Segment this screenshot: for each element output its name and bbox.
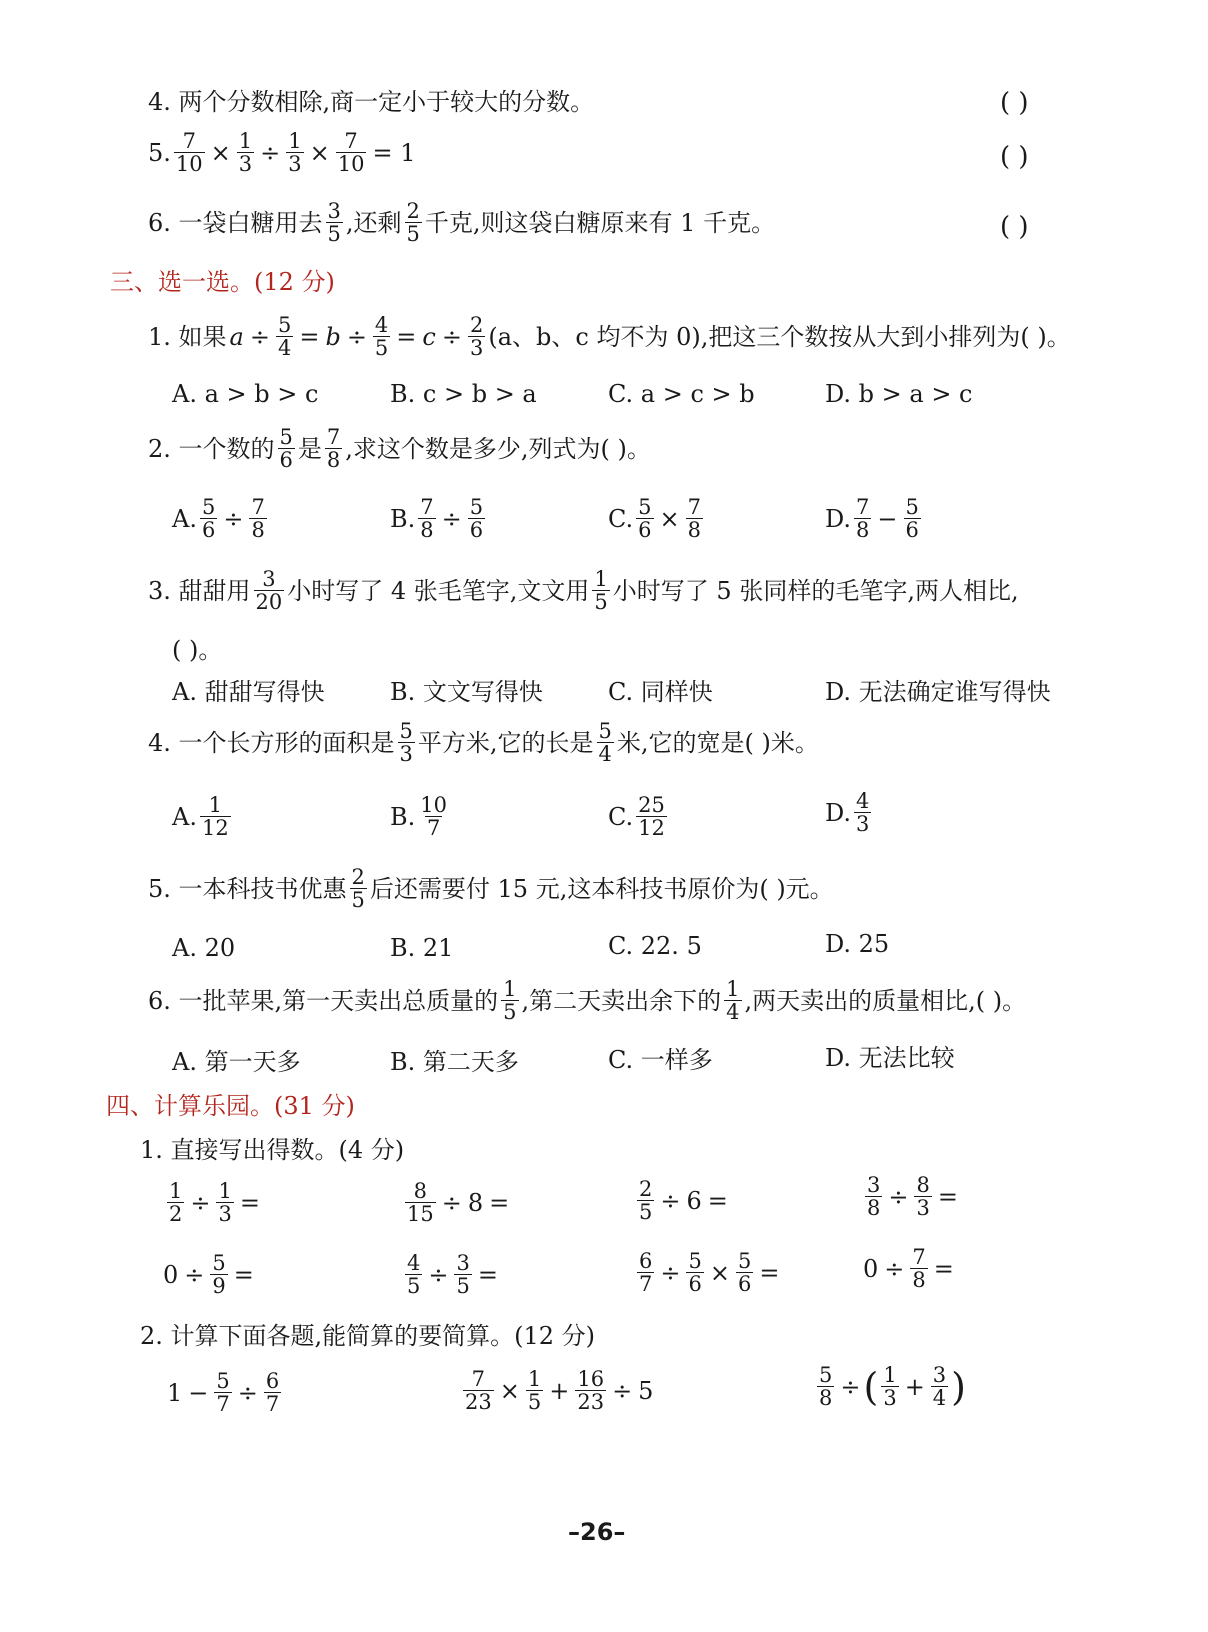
option-d[interactable]: D. b > a > c: [825, 380, 973, 408]
answer-paren[interactable]: ( ): [1000, 212, 1029, 242]
oral-calc-item: $\frac{6}{7}$ ÷ $\frac{5}{6}$ × $\frac{5}{6}$ =: [639, 1249, 780, 1297]
option-a[interactable]: A. 20: [172, 934, 236, 962]
choice-question-6: 6. 一批苹果,第一天卖出总质量的 1 5 ,第二天卖出余下的 1 4 ,两天卖出的质量相比,( )。: [148, 977, 1027, 1025]
section-4-title: 四、计算乐园。(31 分): [106, 1092, 355, 1120]
option-c[interactable]: C. 25 12: [608, 793, 665, 841]
subsection-2-title: 2. 计算下面各题,能简算的要简算。(12 分): [140, 1322, 596, 1350]
oral-calc-item: $\frac{1}{2}$ ÷ $\frac{1}{3}$ =: [169, 1179, 260, 1227]
option-b[interactable]: B. 文文写得快: [390, 678, 543, 706]
option-b[interactable]: B. 第二天多: [390, 1048, 519, 1076]
option-b[interactable]: B. 21: [390, 934, 454, 962]
option-c[interactable]: C. a > c > b: [608, 380, 755, 408]
calc-problem-3: $\frac{5}{8}$ ÷ ( 1 3 + $\frac{3}{4}$ ): [819, 1363, 966, 1411]
choice-question-2: 2. 一个数的 5 6 是 7 8 ,求这个数是多少,列式为( )。: [148, 425, 651, 473]
oral-calc-item: $\frac{3}{8}$ ÷ $\frac{8}{3}$ =: [867, 1173, 958, 1221]
option-c[interactable]: C. 一样多: [608, 1046, 713, 1074]
option-a[interactable]: A. 第一天多: [172, 1048, 301, 1076]
oral-calc-item: $\frac{8}{15}$ ÷ 8 =: [407, 1179, 510, 1227]
answer-paren[interactable]: ( ): [1000, 142, 1029, 172]
answer-paren[interactable]: ( ): [1000, 88, 1029, 118]
option-d[interactable]: D. 7 8 − $\frac{5}{6}$: [825, 495, 919, 543]
option-d[interactable]: D. 无法确定谁写得快: [825, 678, 1051, 706]
page-number: –26–: [568, 1518, 626, 1546]
option-d[interactable]: D. 无法比较: [825, 1044, 955, 1072]
option-c[interactable]: C. $\frac{5}{6}$ × $\frac{7}{8}$: [608, 495, 701, 543]
option-d[interactable]: D. 4 3: [825, 789, 870, 837]
oral-calc-item: $\frac{2}{5}$ ÷ 6 =: [639, 1177, 728, 1225]
choice-question-5: 5. 一本科技书优惠 2 5 后还需要付 15 元,这本科技书原价为( )元。: [148, 865, 834, 913]
judge-question-6: 6. 一袋白糖用去 3 5 ,还剩 2 5 千克,则这袋白糖原来有 1 千克。: [148, 199, 776, 247]
option-b[interactable]: B. $\frac{7}{8}$ ÷ $\frac{5}{6}$: [390, 495, 484, 543]
oral-calc-item: 0 ÷ $\frac{5}{9}$ =: [163, 1251, 254, 1299]
section-3-title: 三、选一选。(12 分): [110, 268, 335, 296]
subsection-1-title: 1. 直接写出得数。(4 分): [140, 1136, 405, 1164]
choice-question-4: 4. 一个长方形的面积是 5 3 平方米,它的长是 5 4 米,它的宽是( )米。: [148, 719, 819, 767]
option-a[interactable]: A. $\frac{5}{6}$ ÷ $\frac{7}{8}$: [172, 495, 265, 543]
option-b[interactable]: B. c > b > a: [390, 380, 537, 408]
judge-question-4: 4. 两个分数相除,商一定小于较大的分数。: [148, 88, 595, 116]
option-b[interactable]: B. 10 7: [390, 793, 447, 841]
option-d[interactable]: D. 25: [825, 930, 890, 958]
oral-calc-item: 0 ÷ $\frac{7}{8}$ =: [863, 1245, 954, 1293]
choice-question-3: 3. 甜甜用 3 20 小时写了 4 张毛笔字,文文用 1 5 小时写了 5 张同样的毛笔字,两人相比,: [148, 567, 1019, 615]
choice-question-1: 1. 如果 a ÷ $\frac{5}{4}$ = b ÷ $\frac{4}{5}$ = c ÷ $\frac{2}{3}$ (a、b、c 均不为 0),把这三个数按从大到小排列为( )。: [148, 313, 1071, 361]
option-a[interactable]: A. a > b > c: [172, 380, 319, 408]
option-a[interactable]: A. 1 12: [172, 793, 229, 841]
option-c[interactable]: C. 同样快: [608, 678, 713, 706]
oral-calc-item: $\frac{4}{5}$ ÷ $\frac{3}{5}$ =: [407, 1251, 498, 1299]
choice-question-3-blank[interactable]: ( )。: [172, 636, 223, 664]
option-c[interactable]: C. 22. 5: [608, 932, 702, 960]
option-a[interactable]: A. 甜甜写得快: [172, 678, 325, 706]
judge-question-5: 5. $\frac{7}{10}$ × $\frac{1}{3}$ ÷ $\frac{1}{3}$ × $\frac{7}{10}$ = 1: [148, 129, 416, 177]
calc-problem-2: $\frac{7}{23}$ × $\frac{1}{5}$ + $\frac{16}{23}$ ÷ 5: [465, 1367, 654, 1415]
calc-problem-1: 1 − $\frac{5}{7}$ ÷ $\frac{6}{7}$: [167, 1369, 280, 1417]
